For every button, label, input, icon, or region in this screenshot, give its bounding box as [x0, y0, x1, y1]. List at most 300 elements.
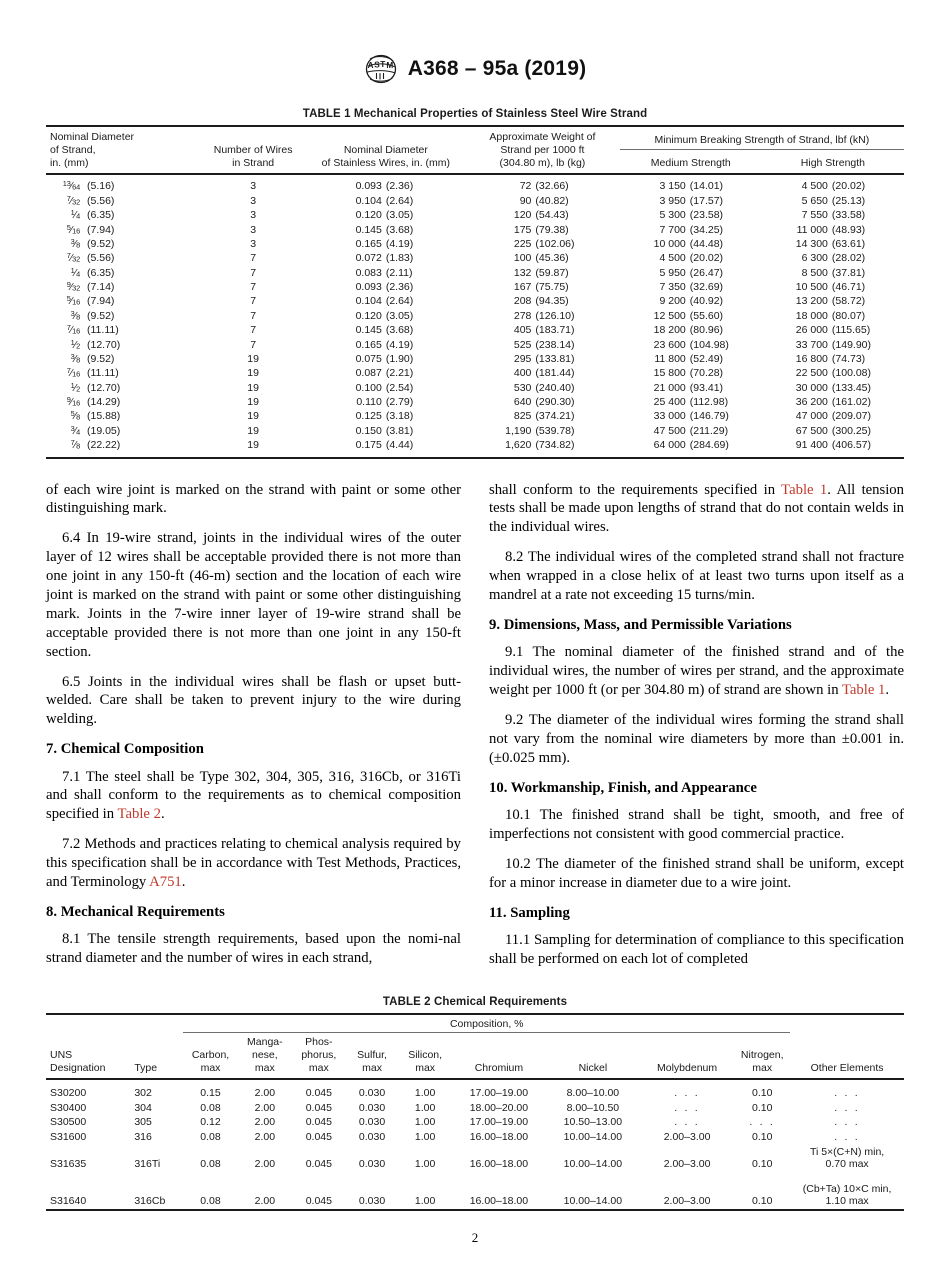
nominal-diameter-mm: (11.11)	[87, 367, 119, 380]
high-strength-lbf: 18 000	[795, 309, 828, 322]
document-designation: A368 – 95a (2019)	[407, 57, 587, 80]
value-pair	[348, 238, 424, 250]
table-2-col-carbon	[183, 1033, 238, 1079]
cell-high-strength	[762, 237, 904, 251]
cell-nominal-diameter-strand	[46, 294, 200, 308]
medium-strength-kn: (93.41)	[689, 381, 724, 394]
cell-nominal-diameter-strand	[46, 208, 200, 222]
cell-high-strength	[762, 395, 904, 409]
medium-strength-lbf: 47 500	[653, 424, 686, 437]
high-strength-kn: (80.07)	[831, 309, 866, 322]
cell-approximate-weight	[465, 175, 620, 193]
cell-chromium: 18.00–20.00	[469, 1101, 529, 1114]
wire-diameter-in: 0.145	[355, 324, 382, 337]
value-pair	[348, 267, 424, 279]
cell-nominal-diameter-strand	[46, 352, 200, 366]
value-pair	[497, 353, 587, 365]
weight-kg: (238.14)	[535, 338, 575, 351]
weight-kg: (181.44)	[535, 367, 575, 380]
header-line-2: in Strand	[232, 157, 275, 170]
section-heading-8: 8. Mechanical Requirements	[46, 903, 225, 920]
cell-nickel: 10.00–14.00	[563, 1158, 623, 1171]
value-pair	[348, 180, 424, 192]
cell-type: 305	[134, 1116, 152, 1129]
cell-nitrogen: 0.10	[752, 1086, 773, 1099]
table-row	[46, 237, 904, 251]
table-row	[46, 395, 904, 409]
table-2-wrapper	[46, 996, 904, 1211]
nominal-diameter-mm: (19.05)	[87, 424, 121, 437]
cell-carbon: 0.12	[200, 1116, 221, 1129]
cell-molybdenum: 2.00–3.00	[663, 1158, 711, 1171]
cell-molybdenum	[640, 1100, 734, 1115]
high-strength-lbf: 11 000	[796, 223, 828, 236]
cell-molybdenum: 2.00–3.00	[663, 1195, 711, 1208]
medium-strength-lbf: 3 950	[659, 194, 686, 207]
wire-diameter-mm: (2.54)	[385, 381, 414, 394]
high-strength-lbf: 33 700	[795, 338, 828, 351]
cell-medium-strength	[620, 366, 762, 380]
header-line-2: max	[200, 1062, 221, 1075]
fraction: $^7⁄_{32}$	[66, 251, 80, 265]
value-pair	[640, 238, 742, 250]
value-pair	[640, 425, 742, 437]
paragraph-9-1	[489, 643, 904, 700]
medium-strength-kn: (211.29)	[689, 424, 729, 437]
section-heading-7: 7. Chemical Composition	[46, 741, 204, 758]
value-pair	[348, 224, 424, 236]
fraction: $^7⁄_{16}$	[66, 366, 80, 380]
table-2-body	[46, 1080, 904, 1210]
nominal-diameter-fraction	[50, 252, 80, 264]
cell-sulfur: 0.030	[358, 1195, 386, 1208]
xref-a751[interactable]: A751	[149, 874, 182, 891]
high-strength-kn: (20.02)	[831, 180, 866, 193]
nominal-diameter-mm: (5.56)	[87, 194, 115, 207]
value-pair	[497, 439, 587, 451]
cell-molybdenum	[640, 1080, 734, 1101]
high-strength-kn: (46.71)	[831, 281, 866, 293]
cell-silicon: 1.00	[414, 1116, 436, 1129]
cell-nominal-diameter-strand	[46, 409, 200, 423]
weight-lb: 825	[513, 410, 532, 423]
paragraph-8-2: 8.2 The individual wires of the completed strand shall not fracture when wrapped in a close helix of at least two turns upon itself as a mandrel at a rate not exceeding 15 turns/min.	[489, 549, 904, 603]
medium-strength-lbf: 7 350	[659, 281, 686, 293]
cell-nickel: 10.50–13.00	[563, 1116, 623, 1129]
value-pair	[782, 267, 884, 279]
medium-strength-lbf: 4 500	[659, 252, 686, 265]
cell-silicon: 1.00	[414, 1158, 436, 1171]
wire-diameter-mm: (2.11)	[385, 266, 413, 279]
wire-diameter-in: 0.120	[355, 309, 382, 322]
weight-lb: 100	[513, 252, 532, 265]
medium-strength-kn: (80.96)	[689, 324, 724, 337]
table-2-header-row-1	[46, 1014, 904, 1033]
cell-nitrogen: 0.10	[752, 1158, 773, 1171]
cell-medium-strength	[620, 381, 762, 395]
document-masthead	[46, 0, 904, 92]
weight-lb: 278	[513, 309, 532, 322]
value-pair	[50, 353, 139, 365]
paragraph-6-5: 6.5 Joints in the individual wires shall be flash or upset butt-welded. Care shall be taken to prevent injury to the wire during welding.	[46, 673, 461, 728]
cell-high-strength	[762, 280, 904, 294]
wire-diameter-mm: (3.18)	[385, 410, 414, 423]
medium-strength-lbf: 21 000	[653, 381, 686, 394]
cell-medium-strength	[620, 237, 762, 251]
cell-phosphorus: 0.045	[305, 1131, 332, 1144]
high-strength-kn: (300.25)	[831, 424, 872, 437]
nominal-diameter-mm: (7.94)	[87, 223, 115, 236]
wire-diameter-in: 0.075	[355, 352, 382, 365]
table-2-col-nitrogen	[734, 1033, 790, 1079]
high-strength-kn: (28.02)	[831, 252, 866, 265]
table-2-head	[46, 1014, 904, 1080]
cell-manganese: 2.00	[254, 1195, 276, 1208]
medium-strength-kn: (14.01)	[689, 180, 724, 193]
high-strength-lbf: 22 500	[795, 367, 828, 380]
svg-text:M: M	[386, 61, 393, 70]
value-pair	[50, 224, 139, 236]
weight-lb: 90	[519, 194, 532, 207]
cell-approximate-weight	[465, 309, 620, 323]
cell-medium-strength	[620, 175, 762, 193]
cell-number-of-wires: 7	[250, 266, 257, 279]
value-pair	[640, 252, 742, 264]
table-2-foot	[46, 1210, 904, 1211]
table-1-col-nominal-diameter-wires	[307, 126, 466, 174]
medium-strength-lbf: 7 700	[659, 223, 686, 236]
cell-medium-strength	[620, 266, 762, 280]
cell-medium-strength	[620, 208, 762, 222]
cell-type: 316Cb	[134, 1195, 166, 1208]
empty-dots: . . .	[834, 1131, 860, 1144]
nominal-diameter-fraction	[50, 238, 80, 250]
weight-lb: 530	[513, 381, 532, 394]
header-line-1: Sulfur,	[357, 1049, 387, 1062]
body-column-left	[46, 481, 461, 980]
cell-medium-strength	[620, 409, 762, 423]
value-pair	[348, 310, 424, 322]
table-1-body	[46, 175, 904, 457]
value-pair	[50, 396, 139, 408]
cell-nitrogen: 0.10	[752, 1195, 773, 1208]
cell-wire-diameter	[307, 424, 466, 438]
medium-strength-kn: (44.48)	[689, 237, 724, 250]
cell-nitrogen	[734, 1115, 790, 1130]
value-pair	[50, 209, 139, 221]
weight-kg: (94.35)	[535, 295, 569, 308]
cell-nominal-diameter-strand	[46, 175, 200, 193]
table-row	[46, 266, 904, 280]
cell-high-strength	[762, 208, 904, 222]
cell-high-strength	[762, 352, 904, 366]
header-line-2: nese,	[251, 1049, 278, 1062]
cell-other-elements	[790, 1130, 904, 1145]
medium-strength-kn: (34.25)	[689, 223, 724, 236]
header-line-3: (304.80 m), lb (kg)	[499, 157, 586, 170]
table-row	[46, 424, 904, 438]
medium-strength-kn: (112.98)	[689, 396, 729, 408]
value-pair	[497, 252, 587, 264]
fraction: $^7⁄_{32}$	[66, 193, 80, 207]
svg-text:T: T	[379, 60, 385, 70]
cell-high-strength	[762, 409, 904, 423]
nominal-diameter-mm: (9.52)	[87, 309, 115, 322]
paragraph-8-1-continued	[489, 481, 904, 538]
cell-approximate-weight	[465, 366, 620, 380]
wire-diameter-mm: (4.19)	[385, 338, 414, 351]
nominal-diameter-fraction	[50, 324, 80, 336]
value-pair	[50, 180, 139, 192]
value-pair	[50, 410, 139, 422]
medium-strength-kn: (146.79)	[689, 410, 729, 423]
value-pair	[640, 367, 742, 379]
cell-high-strength	[762, 309, 904, 323]
paragraph-7-2-text-b: .	[181, 874, 186, 891]
value-pair	[782, 410, 884, 422]
medium-strength-lbf: 15 800	[653, 367, 686, 380]
cell-manganese: 2.00	[254, 1131, 276, 1144]
cell-sulfur: 0.030	[358, 1158, 386, 1171]
medium-strength-lbf: 3 150	[659, 180, 686, 193]
value-pair	[348, 295, 424, 307]
value-pair	[782, 238, 884, 250]
value-pair	[497, 410, 587, 422]
fraction: $^5⁄_8$	[70, 409, 80, 423]
cell-other-elements	[790, 1100, 904, 1115]
cell-wire-diameter	[307, 266, 466, 280]
nominal-diameter-fraction	[50, 310, 80, 322]
weight-lb: 167	[513, 281, 532, 293]
cell-wire-diameter	[307, 223, 466, 237]
fraction: $^1⁄_4$	[70, 208, 80, 222]
high-strength-lbf: 13 200	[795, 295, 828, 308]
value-pair	[640, 295, 742, 307]
high-strength-kn: (37.81)	[831, 266, 866, 279]
fraction: $^3⁄_8$	[70, 237, 80, 250]
table-1-head	[46, 126, 904, 175]
cell-type: 302	[134, 1086, 152, 1099]
high-strength-kn: (25.13)	[831, 194, 866, 207]
weight-lb: 640	[513, 396, 532, 408]
cell-wire-diameter	[307, 251, 466, 265]
cell-nickel: 8.00–10.00	[566, 1086, 620, 1099]
weight-kg: (290.30)	[535, 396, 575, 408]
value-pair	[640, 339, 742, 351]
medium-strength-lbf: 25 400	[653, 396, 686, 408]
cell-nominal-diameter-strand	[46, 237, 200, 251]
header-line-1: Number of Wires	[213, 144, 293, 157]
table-1-header-row-1	[46, 126, 904, 150]
value-pair	[348, 353, 424, 365]
value-pair	[497, 267, 587, 279]
nominal-diameter-fraction	[50, 281, 80, 293]
weight-kg: (32.66)	[535, 180, 569, 193]
astm-logo-icon	[364, 54, 398, 84]
cell-medium-strength	[620, 251, 762, 265]
value-pair	[50, 439, 139, 451]
cell-carbon: 0.08	[200, 1158, 221, 1171]
wire-diameter-mm: (3.68)	[385, 324, 414, 337]
nominal-diameter-fraction	[50, 425, 80, 437]
weight-lb: 405	[513, 324, 532, 337]
cell-number-of-wires: 3	[250, 194, 257, 207]
empty-dots: . . .	[834, 1086, 860, 1099]
cell-other-elements: Ti 5×(C+N) min, 0.70 max	[790, 1145, 904, 1172]
cell-high-strength	[762, 424, 904, 438]
wire-diameter-mm: (2.21)	[385, 367, 414, 380]
cell-approximate-weight	[465, 251, 620, 265]
nominal-diameter-fraction	[50, 195, 80, 207]
table-2-col-sulfur	[346, 1033, 399, 1079]
svg-text:A: A	[367, 61, 374, 71]
header-line-3: max	[308, 1062, 329, 1075]
table-row	[46, 409, 904, 423]
wire-diameter-in: 0.100	[355, 381, 382, 394]
wire-diameter-in: 0.175	[355, 439, 382, 452]
table-row	[46, 294, 904, 308]
cell-uns-designation: S30500	[50, 1116, 87, 1129]
cell-number-of-wires: 7	[250, 281, 257, 293]
xref-table-1-a[interactable]: Table 1	[781, 481, 828, 498]
cell-number-of-wires: 19	[247, 396, 259, 408]
cell-nitrogen: 0.10	[752, 1101, 773, 1114]
value-pair	[348, 339, 424, 351]
value-pair	[497, 238, 587, 250]
table-row	[46, 309, 904, 323]
table-1-wrapper	[46, 108, 904, 459]
medium-strength-lbf: 10 000	[653, 237, 686, 250]
nominal-diameter-mm: (22.22)	[87, 439, 121, 452]
weight-kg: (102.06)	[535, 237, 575, 250]
value-pair	[782, 180, 884, 192]
cell-high-strength	[762, 194, 904, 208]
header-line-2: of Strand,	[50, 144, 96, 157]
table-1-col-medium-strength: Medium Strength	[620, 150, 762, 175]
cell-carbon: 0.08	[200, 1195, 221, 1208]
high-strength-lbf: 26 000	[795, 324, 828, 337]
weight-kg: (734.82)	[535, 439, 575, 452]
value-pair	[497, 339, 587, 351]
cell-nominal-diameter-strand	[46, 381, 200, 395]
nominal-diameter-mm: (9.52)	[87, 237, 115, 250]
fraction: $^7⁄_8$	[70, 438, 80, 452]
wire-diameter-mm: (2.79)	[385, 396, 414, 408]
table-row	[46, 338, 904, 352]
cell-nitrogen: 0.10	[752, 1131, 773, 1144]
table-2-col-type: Type	[134, 1062, 158, 1075]
value-pair	[782, 396, 884, 408]
table-row	[46, 208, 904, 222]
cell-carbon: 0.08	[200, 1101, 221, 1114]
table-1-col-approximate-weight	[465, 126, 620, 174]
cell-approximate-weight	[465, 352, 620, 366]
paragraph-8-1-text-b: . All tension tests shall be made upon lengths of strand that do not contain welds in the individual wires.	[489, 481, 904, 536]
nominal-diameter-fraction	[50, 367, 80, 379]
header-line-2: Strand per 1000 ft	[500, 144, 585, 157]
medium-strength-kn: (55.60)	[689, 309, 724, 322]
cell-nominal-diameter-strand	[46, 366, 200, 380]
table-row	[46, 352, 904, 366]
value-pair	[50, 425, 139, 437]
cell-nominal-diameter-strand	[46, 438, 200, 457]
wire-diameter-mm: (3.68)	[385, 223, 414, 236]
value-pair	[782, 425, 884, 437]
paragraph-8-1: 8.1 The tensile strength requirements, based upon the nomi-nal strand diameter and the number of wires in each strand,	[46, 931, 461, 967]
medium-strength-lbf: 5 950	[659, 266, 686, 279]
header-line-1: Approximate Weight of	[489, 131, 596, 143]
value-pair	[640, 267, 742, 279]
other-elements-line-2: 1.10 max	[825, 1195, 869, 1208]
high-strength-lbf: 8 500	[801, 266, 828, 279]
cell-silicon: 1.00	[414, 1195, 436, 1208]
cell-wire-diameter	[307, 381, 466, 395]
weight-lb: 295	[513, 352, 532, 365]
cell-number-of-wires: 19	[247, 424, 259, 437]
cell-number-of-wires: 3	[250, 180, 257, 193]
table-2-col-composition-group: Composition, %	[449, 1017, 524, 1030]
value-pair	[782, 195, 884, 207]
table-row	[46, 223, 904, 237]
high-strength-kn: (63.61)	[831, 237, 866, 250]
value-pair	[348, 324, 424, 336]
empty-dots: . . .	[674, 1086, 700, 1099]
section-heading-9: 9. Dimensions, Mass, and Permissible Variations	[489, 616, 792, 633]
cell-nominal-diameter-strand	[46, 280, 200, 294]
value-pair	[782, 339, 884, 351]
cell-type: 316Ti	[134, 1158, 161, 1171]
nominal-diameter-fraction	[50, 396, 80, 408]
cell-medium-strength	[620, 280, 762, 294]
cell-manganese: 2.00	[254, 1158, 276, 1171]
fraction: $^5⁄_{16}$	[66, 294, 80, 308]
paragraph-9-1-text-a: 9.1 The nominal diameter of the finished strand and of the individual wires, the number of wires per strand, and the approximate weight per 1000 ft (or per 304.80 m) of strand are shown in	[489, 644, 904, 698]
value-pair	[348, 382, 424, 394]
table-1-col-breaking-strength-group: Minimum Breaking Strength of Strand, lbf (kN)	[654, 133, 870, 146]
header-line-2: Designation	[50, 1062, 106, 1075]
weight-lb: 175	[513, 223, 532, 236]
cell-other-elements	[790, 1080, 904, 1101]
value-pair	[348, 410, 424, 422]
cell-nominal-diameter-strand	[46, 395, 200, 409]
value-pair	[50, 252, 139, 264]
medium-strength-lbf: 23 600	[653, 338, 686, 351]
xref-table-2[interactable]: Table 2	[117, 806, 161, 823]
cell-manganese: 2.00	[254, 1101, 276, 1114]
cell-approximate-weight	[465, 223, 620, 237]
wire-diameter-mm: (2.36)	[385, 180, 414, 193]
table-row	[46, 175, 904, 193]
cell-medium-strength	[620, 424, 762, 438]
paragraph-7-1-text-b: .	[160, 806, 165, 823]
wire-diameter-mm: (2.36)	[385, 281, 414, 293]
cell-approximate-weight	[465, 280, 620, 294]
value-pair	[782, 439, 884, 451]
table-row	[46, 323, 904, 337]
value-pair	[782, 367, 884, 379]
wire-diameter-in: 0.104	[355, 194, 382, 207]
xref-table-1-b[interactable]: Table 1	[841, 682, 886, 698]
paragraph-8-1-text-a: shall conform to the requirements specified in	[489, 481, 782, 498]
cell-nominal-diameter-strand	[46, 424, 200, 438]
cell-chromium: 17.00–19.00	[469, 1086, 529, 1099]
page-number: 2	[471, 1230, 479, 1245]
cell-sulfur: 0.030	[358, 1101, 386, 1114]
weight-lb: 525	[513, 338, 532, 351]
value-pair	[497, 295, 587, 307]
weight-kg: (45.36)	[535, 252, 569, 265]
medium-strength-kn: (70.28)	[689, 367, 724, 380]
